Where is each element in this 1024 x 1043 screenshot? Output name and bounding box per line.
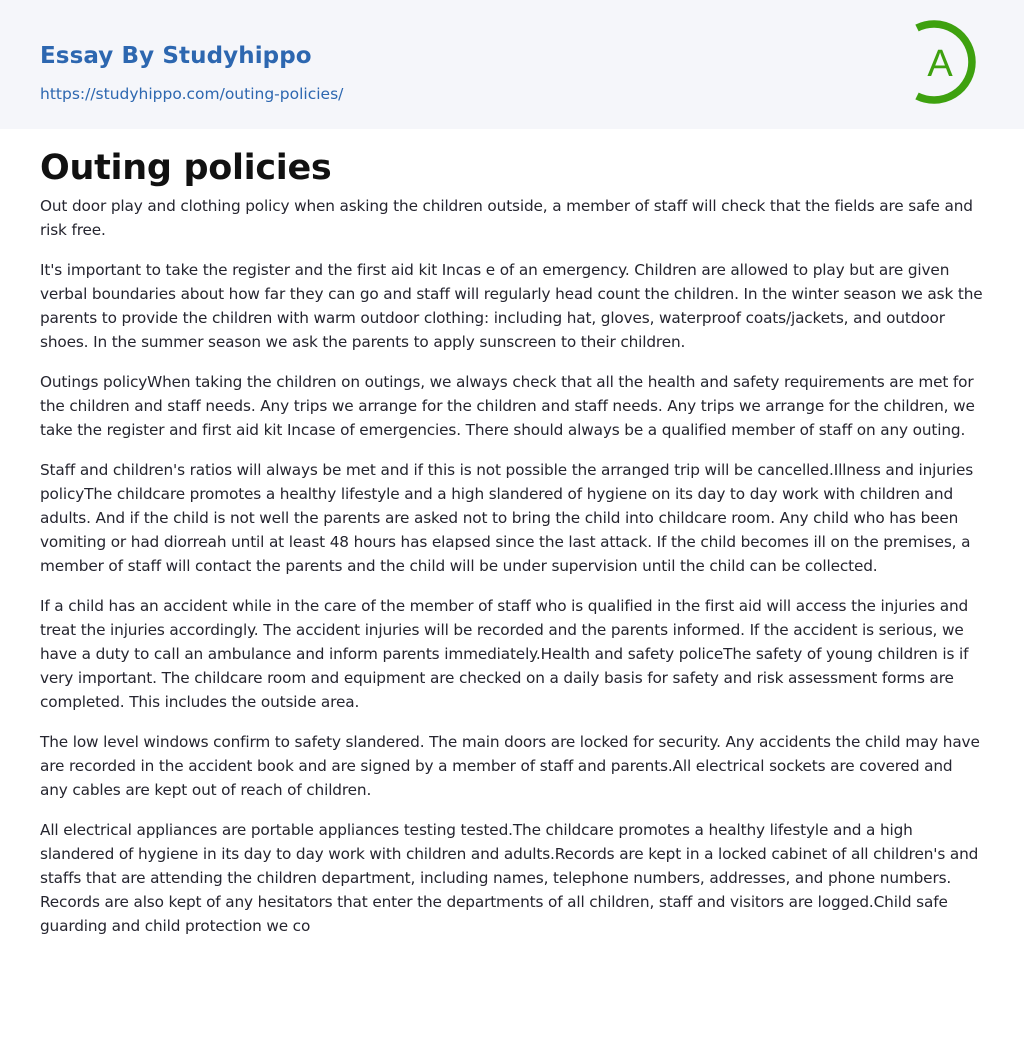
essay-url-link[interactable]: https://studyhippo.com/outing-policies/: [40, 85, 344, 103]
logo-letter: A: [927, 43, 953, 85]
article-paragraph: Out door play and clothing policy when asking the children outside, a member of staff will check that the fields are safe and risk free.: [40, 197, 973, 239]
article-paragraph: Outings policyWhen taking the children on outings, we always check that all the health and safety requirements are met for the children and staff needs. Any trips we arrange for the children and staff needs. Any trips we arrange for the children, we take the register and first aid kit Incase of emergencies. There should always be a qualified member of staff on any outing.: [40, 373, 975, 439]
article-paragraph: If a child has an accident while in the care of the member of staff who is qualified in the first aid will access the injuries and treat the injuries accordingly. The accident injuries will be recorded and the parents informed. If the accident is serious, we have a duty to call an ambulance and inform parents immediately.Health and safety policeThe safety of young children is if very important. The childcare room and equipment are checked on a daily basis for safety and risk assessment forms are completed. This includes the outside area.: [40, 597, 969, 711]
article-paragraph: The low level windows confirm to safety slandered. The main doors are locked for security. Any accidents the child may have are recorded in the accident book and are signed by a member of staff and parents.All electrical sockets are covered and any cables are kept out of reach of children.: [40, 733, 980, 799]
article-body: [40, 194, 984, 954]
page-title: Outing policies: [40, 148, 332, 188]
site-header: [0, 0, 1024, 129]
brand-title: Essay By Studyhippo: [40, 43, 312, 69]
article-paragraph: All electrical appliances are portable appliances testing tested.The childcare promotes a healthy lifestyle and a high slandered of hygiene in its day to day work with children and adults.Records are kept in a locked cabinet of all children's and staffs that are attending the children department, including names, telephone numbers, addresses, and phone numbers. Records are also kept of any hesitators that enter the departments of all children, staff and visitors are logged.Child safe guarding and child protection we co: [40, 821, 979, 935]
article-paragraph: It's important to take the register and the first aid kit Incas e of an emergency. Children are allowed to play but are given verbal boundaries about how far they can go and staff will regularly head count the children. In the winter season we ask the parents to provide the children with warm outdoor clothing: including hat, gloves, waterproof coats/jackets, and outdoor shoes. In the summer season we ask the parents to apply sunscreen to their children.: [40, 261, 983, 351]
article-paragraph: Staff and children's ratios will always be met and if this is not possible the arranged trip will be cancelled.Illness and injuries policyThe childcare promotes a healthy lifestyle and a high slandered of hygiene on its day to day work with children and adults. And if the child is not well the parents are asked not to bring the child into childcare room. Any child who has been vomiting or had diorreah until at least 48 hours has elapsed since the last attack. If the child becomes ill on the premises, a member of staff will contact the parents and the child will be under supervision until the child can be collected.: [40, 461, 974, 575]
studyhippo-logo-icon[interactable]: [908, 18, 990, 106]
